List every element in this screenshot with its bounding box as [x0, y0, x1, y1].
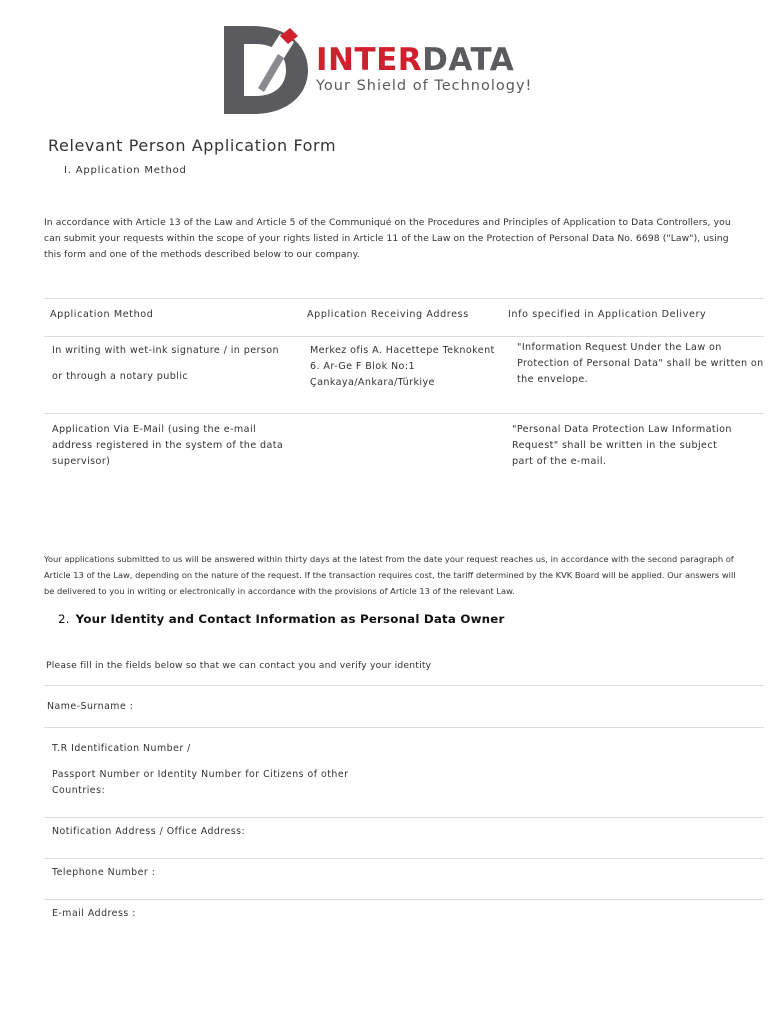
row1-method-line2: or through a notary public: [52, 371, 189, 382]
passport-label: Passport Number or Identity Number for Citizens of other: [52, 769, 349, 780]
row2-method-line: address registered in the system of the data: [52, 440, 284, 451]
field-rule: [44, 685, 764, 686]
email-field[interactable]: E-mail Address :: [52, 908, 136, 919]
row2-info-line: Request" shall be written in the subject: [512, 440, 718, 451]
brand-block: [316, 44, 532, 94]
section1-heading: I. Application Method: [64, 165, 187, 176]
table-top-rule: [44, 298, 764, 299]
intro-paragraph: In accordance with Article 13 of the Law and Article 5 of the Communiqué on the Procedures and Principles of Application to Data Controllers, you can submit your requests within the scope of your rights listed in Article 11 of the Law on the Protection of Personal Data No. 6698 ("Law"), using this form and one of the methods described below to our company.: [44, 217, 731, 260]
row1-method-line1: In writing with wet-ink signature / in person: [52, 345, 279, 356]
row2-info-line: "Personal Data Protection Law Information: [512, 424, 732, 435]
field-rule: [44, 899, 764, 900]
row1-address: [310, 343, 495, 391]
col-header-method: Application Method: [50, 309, 154, 320]
notification-address-field[interactable]: Notification Address / Office Address:: [52, 826, 246, 837]
row1-address-line: Merkez ofis A. Hacettepe Teknokent: [310, 345, 495, 356]
row1-info-line: the envelope.: [517, 374, 589, 385]
telephone-field[interactable]: Telephone Number :: [52, 867, 156, 878]
row2-info: [512, 422, 732, 470]
row2-method: [52, 422, 283, 470]
brand-tagline: Your Shield of Technology!: [316, 78, 533, 94]
passport-number-field[interactable]: [52, 767, 349, 799]
row1-info-line: "Information Request Under the Law on: [517, 342, 722, 353]
row1-info: [517, 340, 764, 388]
brand-name-grey: DATA: [422, 42, 515, 78]
fill-instructions: Please fill in the fields below so that we can contact you and verify your identity: [46, 660, 432, 671]
field-rule: [44, 727, 764, 728]
row1-info-line: Protection of Personal Data" shall be written on: [517, 358, 764, 369]
field-rule: [44, 858, 764, 859]
section2-title: Your Identity and Contact Information as Personal Data Owner: [75, 612, 505, 626]
section2-heading: [58, 612, 505, 626]
row2-method-line: Application Via E-Mail (using the e-mail: [52, 424, 257, 435]
name-surname-field[interactable]: Name-Surname :: [47, 701, 134, 712]
row2-info-line: part of the e-mail.: [512, 456, 607, 467]
table-row-rule: [44, 413, 764, 414]
brand-name: [316, 44, 532, 76]
form-title: Relevant Person Application Form: [48, 136, 337, 155]
row2-method-line: supervisor): [52, 456, 111, 467]
table-header-rule: [44, 336, 764, 337]
tr-id-field[interactable]: T.R Identification Number /: [52, 743, 191, 754]
section2-number: 2.: [58, 612, 70, 626]
response-note: Your applications submitted to us will be answered within thirty days at the latest from the date your request reaches us, in accordance with the second paragraph of Article 13 of the Law, depending on the nature of the request. If the transaction requires cost, the tariff determined by the KVK Board will be applied. Our answers will be delivered to you in writing or electronically in accordance with the provisions of Article 13 of the relevant Law.: [44, 554, 736, 596]
field-rule: [44, 817, 764, 818]
row1-address-line: Çankaya/Ankara/Türkiye: [310, 377, 435, 388]
row1-address-line: 6. Ar-Ge F Blok No:1: [310, 361, 415, 372]
brand-name-red: INTER: [316, 42, 423, 78]
passport-label-cont: Countries:: [52, 785, 106, 796]
col-header-info: Info specified in Application Delivery: [508, 309, 707, 320]
interdata-logo-mark: [218, 24, 310, 116]
col-header-address: Application Receiving Address: [307, 309, 469, 320]
